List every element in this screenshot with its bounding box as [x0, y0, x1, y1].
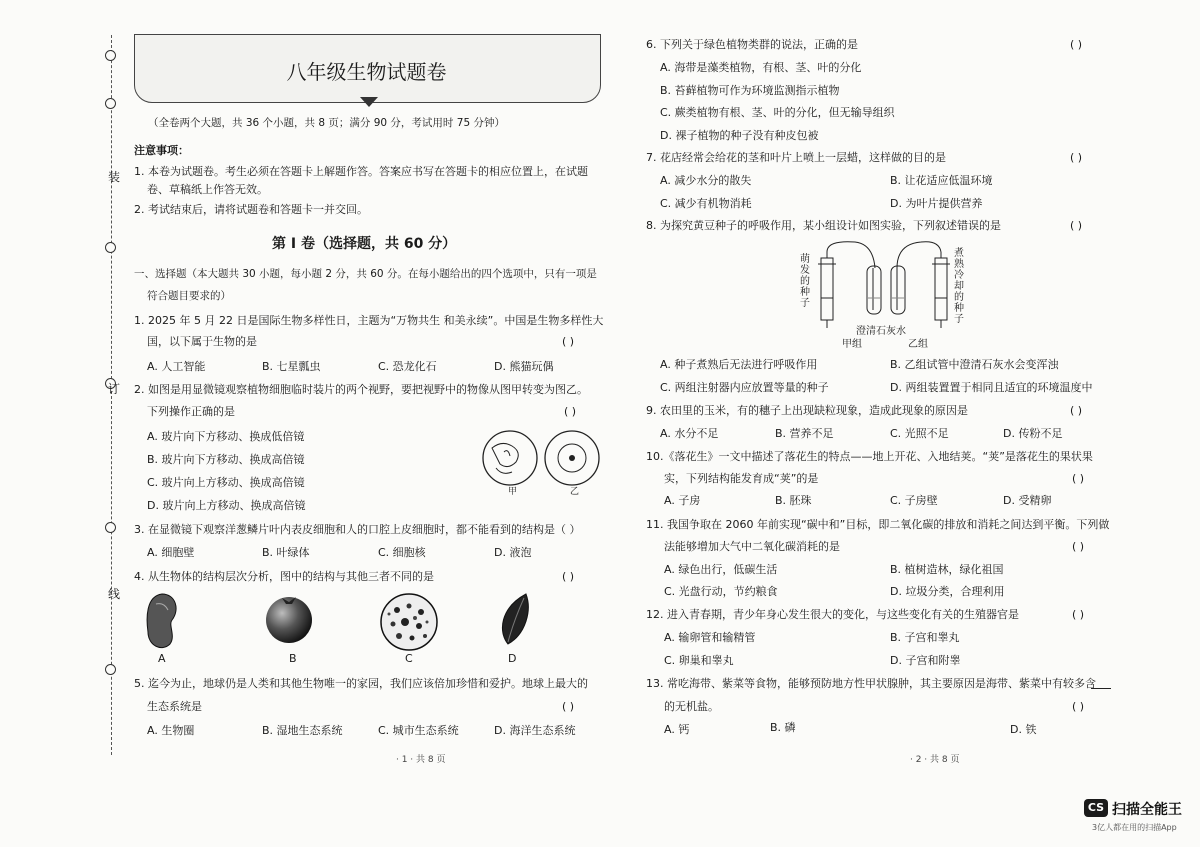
q13-stem-cont: 的无机盐。 — [664, 700, 719, 713]
figure-label-yi: 乙 — [570, 487, 580, 497]
q8-option-a: A. 种子煮熟后无法进行呼吸作用 — [660, 358, 818, 371]
q2-option-d: D. 玻片向上方移动、换成高倍镜 — [147, 499, 306, 512]
q6-stem: 6. 下列关于绿色植物类群的说法，正确的是 — [646, 38, 858, 51]
section-desc: 一、选择题（本大题共 30 小题，每小题 2 分，共 60 分。在每小题给出的四个选项中，只有一项是 — [134, 268, 597, 280]
q12-stem: 12. 进入青春期，青少年身心发生很大的变化，与这些变化有关的生殖器官是 — [646, 608, 1019, 621]
binding-hole — [105, 664, 116, 675]
q13-option-d: D. 铁 — [1010, 723, 1037, 736]
respiration-experiment-figure — [815, 238, 965, 333]
blank-line — [1091, 688, 1111, 689]
q3-option-b: B. 叶绿体 — [262, 546, 310, 559]
q11-option-a: A. 绿色出行，低碳生活 — [664, 563, 778, 576]
tomato-image — [264, 592, 314, 644]
page-footer: · 1 · 共 8 页 — [396, 755, 446, 765]
kidney-bean-image — [142, 592, 182, 650]
q2-option-b: B. 玻片向下方移动、换成高倍镜 — [147, 453, 305, 466]
notice-1-cont: 卷、草稿纸上作答无效。 — [147, 183, 268, 196]
q13-stem: 13. 常吃海带、紫菜等食物，能够预防地方性甲状腺肿，其主要原因是海带、紫菜中有较多含 — [646, 677, 1096, 690]
q9-option-d: D. 传粉不足 — [1003, 427, 1063, 440]
q4-label-d: D — [508, 652, 517, 665]
exam-title: 八年级生物试题卷 — [286, 60, 447, 84]
q11-stem: 11. 我国争取在 2060 年前实现“碳中和”目标，即二氧化碳的排放和消耗之间达到平衡。下列做 — [646, 518, 1110, 531]
q3-stem: 3. 在显微镜下观察洋葱鳞片叶内表皮细胞和人的口腔上皮细胞时，都不能看到的结构是（ ） — [134, 523, 581, 536]
answer-paren: ( ) — [562, 570, 575, 583]
answer-paren: ( ) — [1072, 472, 1085, 485]
q10-stem: 10.《落花生》一文中描述了落花生的特点——地上开花、入地结荚。“荚”是落花生的果状果 — [646, 450, 1093, 463]
q6-option-a: A. 海带是藻类植物，有根、茎、叶的分化 — [660, 61, 862, 74]
scanner-app-name: 扫描全能王 — [1112, 802, 1182, 818]
binding-char: 订 — [108, 382, 121, 396]
q1-stem: 1. 2025 年 5 月 22 日是国际生物多样性日，主题为“万物共生 和美永续”。中国是生物多样性大 — [134, 314, 604, 327]
q1-stem-cont: 国，以下属于生物的是 — [147, 335, 257, 348]
q8-option-d: D. 两组装置置于相同且适宜的环境温度中 — [890, 381, 1093, 394]
q10-option-a: A. 子房 — [664, 494, 701, 507]
q2-option-c: C. 玻片向上方移动、换成高倍镜 — [147, 476, 305, 489]
notice-1: 1. 本卷为试题卷。考生必须在答题卡上解题作答。答案应书写在答题卡的相应位置上，在试题 — [134, 165, 588, 178]
answer-paren: ( ) — [1072, 608, 1085, 621]
q10-option-c: C. 子房壁 — [890, 494, 938, 507]
answer-paren: ( ) — [1070, 151, 1083, 164]
binding-hole — [105, 50, 116, 61]
q11-option-b: B. 植树造林，绿化祖国 — [890, 563, 1004, 576]
q12-option-b: B. 子宫和睾丸 — [890, 631, 960, 644]
answer-paren: ( ) — [1072, 700, 1085, 713]
q5-option-d: D. 海洋生态系统 — [494, 724, 576, 737]
q12-option-c: C. 卵巢和睾丸 — [664, 654, 734, 667]
q4-label-b: B — [289, 652, 297, 665]
label-boiled-seeds: 煮熟冷却的种子 — [954, 248, 964, 325]
q2-option-a: A. 玻片向下方移动、换成低倍镜 — [147, 430, 305, 443]
page-footer: · 2 · 共 8 页 — [910, 755, 960, 765]
binding-hole — [105, 522, 116, 533]
q10-stem-cont: 实，下列结构能发育成“荚”的是 — [664, 472, 819, 485]
q5-option-b: B. 湿地生态系统 — [262, 724, 343, 737]
q10-option-b: B. 胚珠 — [775, 494, 812, 507]
section-desc-cont: 符合题目要求的） — [147, 290, 231, 302]
label-germinating-seeds: 萌发的种子 — [800, 254, 810, 309]
q11-stem-cont: 法能够增加大气中二氧化碳消耗的是 — [664, 540, 840, 553]
q6-option-c: C. 蕨类植物有根、茎、叶的分化，但无输导组织 — [660, 106, 895, 119]
answer-paren: ( ) — [1070, 38, 1083, 51]
q5-option-c: C. 城市生态系统 — [378, 724, 459, 737]
answer-paren: ( ) — [1072, 540, 1085, 553]
q7-option-b: B. 让花适应低温环境 — [890, 174, 993, 187]
q3-option-c: C. 细胞核 — [378, 546, 426, 559]
q7-option-a: A. 减少水分的散失 — [660, 174, 752, 187]
q11-option-c: C. 光盘行动，节约粮食 — [664, 585, 778, 598]
q7-option-c: C. 减少有机物消耗 — [660, 197, 752, 210]
q1-option-d: D. 熊猫玩偶 — [494, 360, 554, 373]
q4-label-a: A — [158, 652, 166, 665]
q11-option-d: D. 垃圾分类，合理利用 — [890, 585, 1005, 598]
q10-option-d: D. 受精卵 — [1003, 494, 1052, 507]
microscope-view-figure — [482, 428, 612, 500]
q13-option-a: A. 钙 — [664, 723, 690, 736]
q8-option-b: B. 乙组试管中澄清石灰水会变浑浊 — [890, 358, 1059, 371]
q3-option-a: A. 细胞壁 — [147, 546, 195, 559]
q6-option-d: D. 裸子植物的种子没有种皮包被 — [660, 129, 819, 142]
q2-stem: 2. 如图是用显微镜观察植物细胞临时装片的两个视野，要把视野中的物像从图甲转变为图乙。 — [134, 383, 588, 396]
q7-option-d: D. 为叶片提供营养 — [890, 197, 983, 210]
answer-paren: ( ) — [562, 700, 575, 713]
q1-option-a: A. 人工智能 — [147, 360, 206, 373]
q6-option-b: B. 苔藓植物可作为环境监测指示植物 — [660, 84, 840, 97]
title-pointer-icon — [360, 97, 378, 108]
scanner-logo-icon: CS — [1084, 799, 1108, 817]
section-title: 第 Ⅰ 卷（选择题，共 60 分） — [272, 236, 457, 252]
binding-hole — [105, 242, 116, 253]
q8-option-c: C. 两组注射器内应放置等量的种子 — [660, 381, 829, 394]
notice-2: 2. 考试结束后，请将试题卷和答题卡一并交回。 — [134, 203, 368, 216]
q7-stem: 7. 花店经常会给花的茎和叶片上喷上一层蜡，这样做的目的是 — [646, 151, 946, 164]
exam-subtitle: （全卷两个大题，共 36 个小题，共 8 页；满分 90 分，考试用时 75 分钟） — [148, 117, 505, 129]
q12-option-a: A. 输卵管和输精管 — [664, 631, 756, 644]
label-limewater: 澄清石灰水 — [856, 326, 906, 337]
label-group-jia: 甲组 — [842, 339, 862, 350]
q5-option-a: A. 生物圈 — [147, 724, 195, 737]
q12-option-d: D. 子宫和附睾 — [890, 654, 961, 667]
q8-stem: 8. 为探究黄豆种子的呼吸作用，某小组设计如图实验，下列叙述错误的是 — [646, 219, 1001, 232]
q1-option-b: B. 七星瓢虫 — [262, 360, 321, 373]
label-group-yi: 乙组 — [908, 339, 928, 350]
q4-stem: 4. 从生物体的结构层次分析，图中的结构与其他三者不同的是 — [134, 570, 434, 583]
notice-title: 注意事项： — [134, 144, 189, 157]
binding-char: 装 — [108, 170, 121, 184]
leaf-image — [496, 592, 532, 646]
q9-option-b: B. 营养不足 — [775, 427, 834, 440]
answer-paren: ( ) — [562, 335, 575, 348]
answer-paren: ( ) — [1070, 219, 1083, 232]
binding-char: 线 — [108, 587, 121, 601]
q2-stem-cont: 下列操作正确的是 — [147, 405, 235, 418]
binding-hole — [105, 98, 116, 109]
q9-option-a: A. 水分不足 — [660, 427, 719, 440]
q5-stem-cont: 生态系统是 — [147, 700, 202, 713]
q3-option-d: D. 液泡 — [494, 546, 532, 559]
q5-stem: 5. 迄今为止，地球仍是人类和其他生物唯一的家园，我们应该倍加珍惜和爱护。地球上最大的 — [134, 677, 588, 690]
answer-paren: ( ) — [564, 405, 577, 418]
q9-stem: 9. 农田里的玉米，有的穗子上出现缺粒现象，造成此现象的原因是 — [646, 404, 968, 417]
q13-option-b: B. 磷 — [770, 721, 796, 734]
scanner-tagline: 3亿人都在用的扫描App — [1092, 823, 1177, 832]
q1-option-c: C. 恐龙化石 — [378, 360, 437, 373]
figure-label-jia: 甲 — [508, 487, 518, 497]
q9-option-c: C. 光照不足 — [890, 427, 949, 440]
answer-paren: ( ) — [1070, 404, 1083, 417]
q4-label-c: C — [405, 652, 413, 665]
cells-under-microscope-image — [379, 592, 439, 652]
